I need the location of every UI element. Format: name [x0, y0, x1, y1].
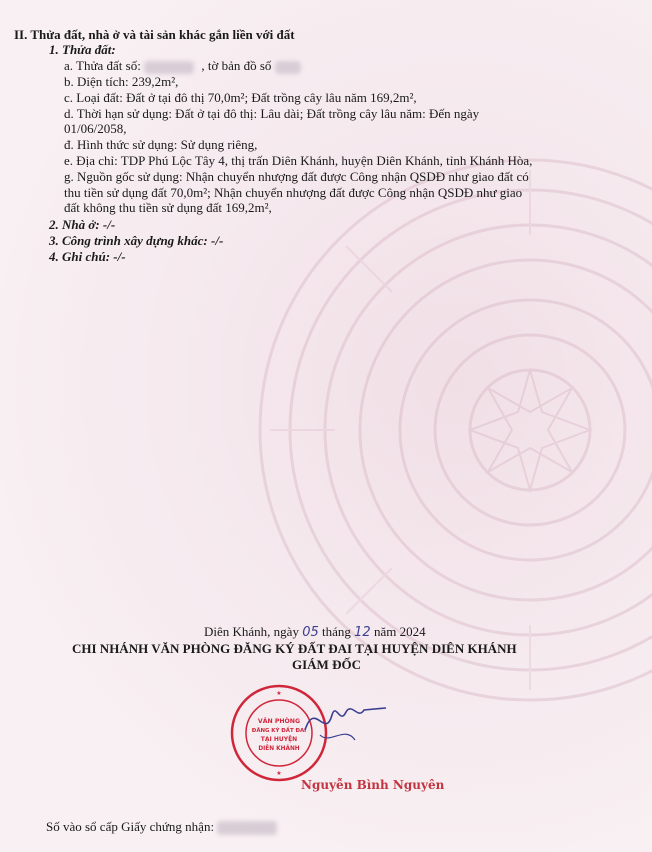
- land-type-line: c. Loại đất: Đất ở tại đô thị 70,0m²; Đất trồng cây lâu năm 169,2m²,: [64, 90, 417, 105]
- register-line: [46, 819, 277, 835]
- svg-text:★: ★: [276, 770, 282, 777]
- date-month: 12: [354, 625, 371, 640]
- date-prefix: Diên Khánh, ngày: [204, 624, 299, 639]
- address-line: e. Địa chỉ: TDP Phú Lộc Tây 4, thị trấn Diên Khánh, huyện Diên Khánh, tỉnh Khánh Hòa,: [64, 153, 533, 168]
- origin-line-2: thu tiền sử dụng đất 70,0m²; Nhận chuyển nhượng đất được Công nhận QSDĐ như giao: [64, 185, 523, 200]
- svg-text:DIÊN KHÁNH: DIÊN KHÁNH: [258, 746, 300, 752]
- handwritten-signature: [300, 690, 390, 750]
- register-label: Số vào sổ cấp Giấy chứng nhận:: [46, 819, 215, 834]
- term-line-1: d. Thời hạn sử dụng: Đất ở tại đô thị: Lâu dài; Đất trồng cây lâu năm: Đến ngày: [64, 106, 480, 121]
- item4-notes: 4. Ghi chú: -/-: [49, 249, 126, 264]
- map-sheet-label: , tờ bản đồ số: [201, 58, 272, 73]
- redacted-parcel-number: [144, 61, 194, 74]
- date-day: 05: [302, 625, 319, 640]
- item2-house: 2. Nhà ở: -/-: [49, 217, 116, 232]
- area-line: b. Diện tích: 239,2m²,: [64, 74, 179, 89]
- date-year: năm 2024: [373, 624, 426, 639]
- redacted-map-sheet: [275, 61, 301, 74]
- date-month-label: tháng: [322, 624, 351, 639]
- parcel-number-line: [64, 58, 301, 74]
- usage-form-line: đ. Hình thức sử dụng: Sử dụng riêng,: [64, 137, 258, 152]
- office-name: CHI NHÁNH VĂN PHÒNG ĐĂNG KÝ ĐẤT ĐAI TẠI HUYỆN DIÊN KHÁNH: [72, 641, 517, 656]
- term-line-2: 01/06/2058,: [64, 121, 127, 136]
- svg-text:★: ★: [276, 690, 282, 697]
- svg-text:VĂN PHÒNG: VĂN PHÒNG: [257, 718, 301, 725]
- origin-line-1: g. Nguồn gốc sử dụng: Nhận chuyển nhượng đất được Công nhận QSDĐ như giao đất có: [64, 169, 529, 184]
- date-line: [204, 624, 426, 640]
- redacted-register-number: [217, 821, 277, 835]
- svg-text:TẠI HUYỆN: TẠI HUYỆN: [260, 736, 298, 743]
- parcel-number-label: a. Thửa đất số:: [64, 58, 141, 73]
- origin-line-3: đất không thu tiền sử dụng đất 169,2m²,: [64, 200, 272, 215]
- svg-text:ĐĂNG KÝ ĐẤT ĐAI: ĐĂNG KÝ ĐẤT ĐAI: [251, 728, 307, 734]
- signer-name: Nguyễn Bình Nguyên: [301, 778, 445, 792]
- position-title: GIÁM ĐỐC: [292, 657, 361, 672]
- item3-construction: 3. Công trình xây dựng khác: -/-: [49, 233, 224, 248]
- section-title: II. Thửa đất, nhà ở và tài sản khác gắn liền với đất: [14, 27, 295, 42]
- item1-title: 1. Thửa đất:: [49, 42, 116, 57]
